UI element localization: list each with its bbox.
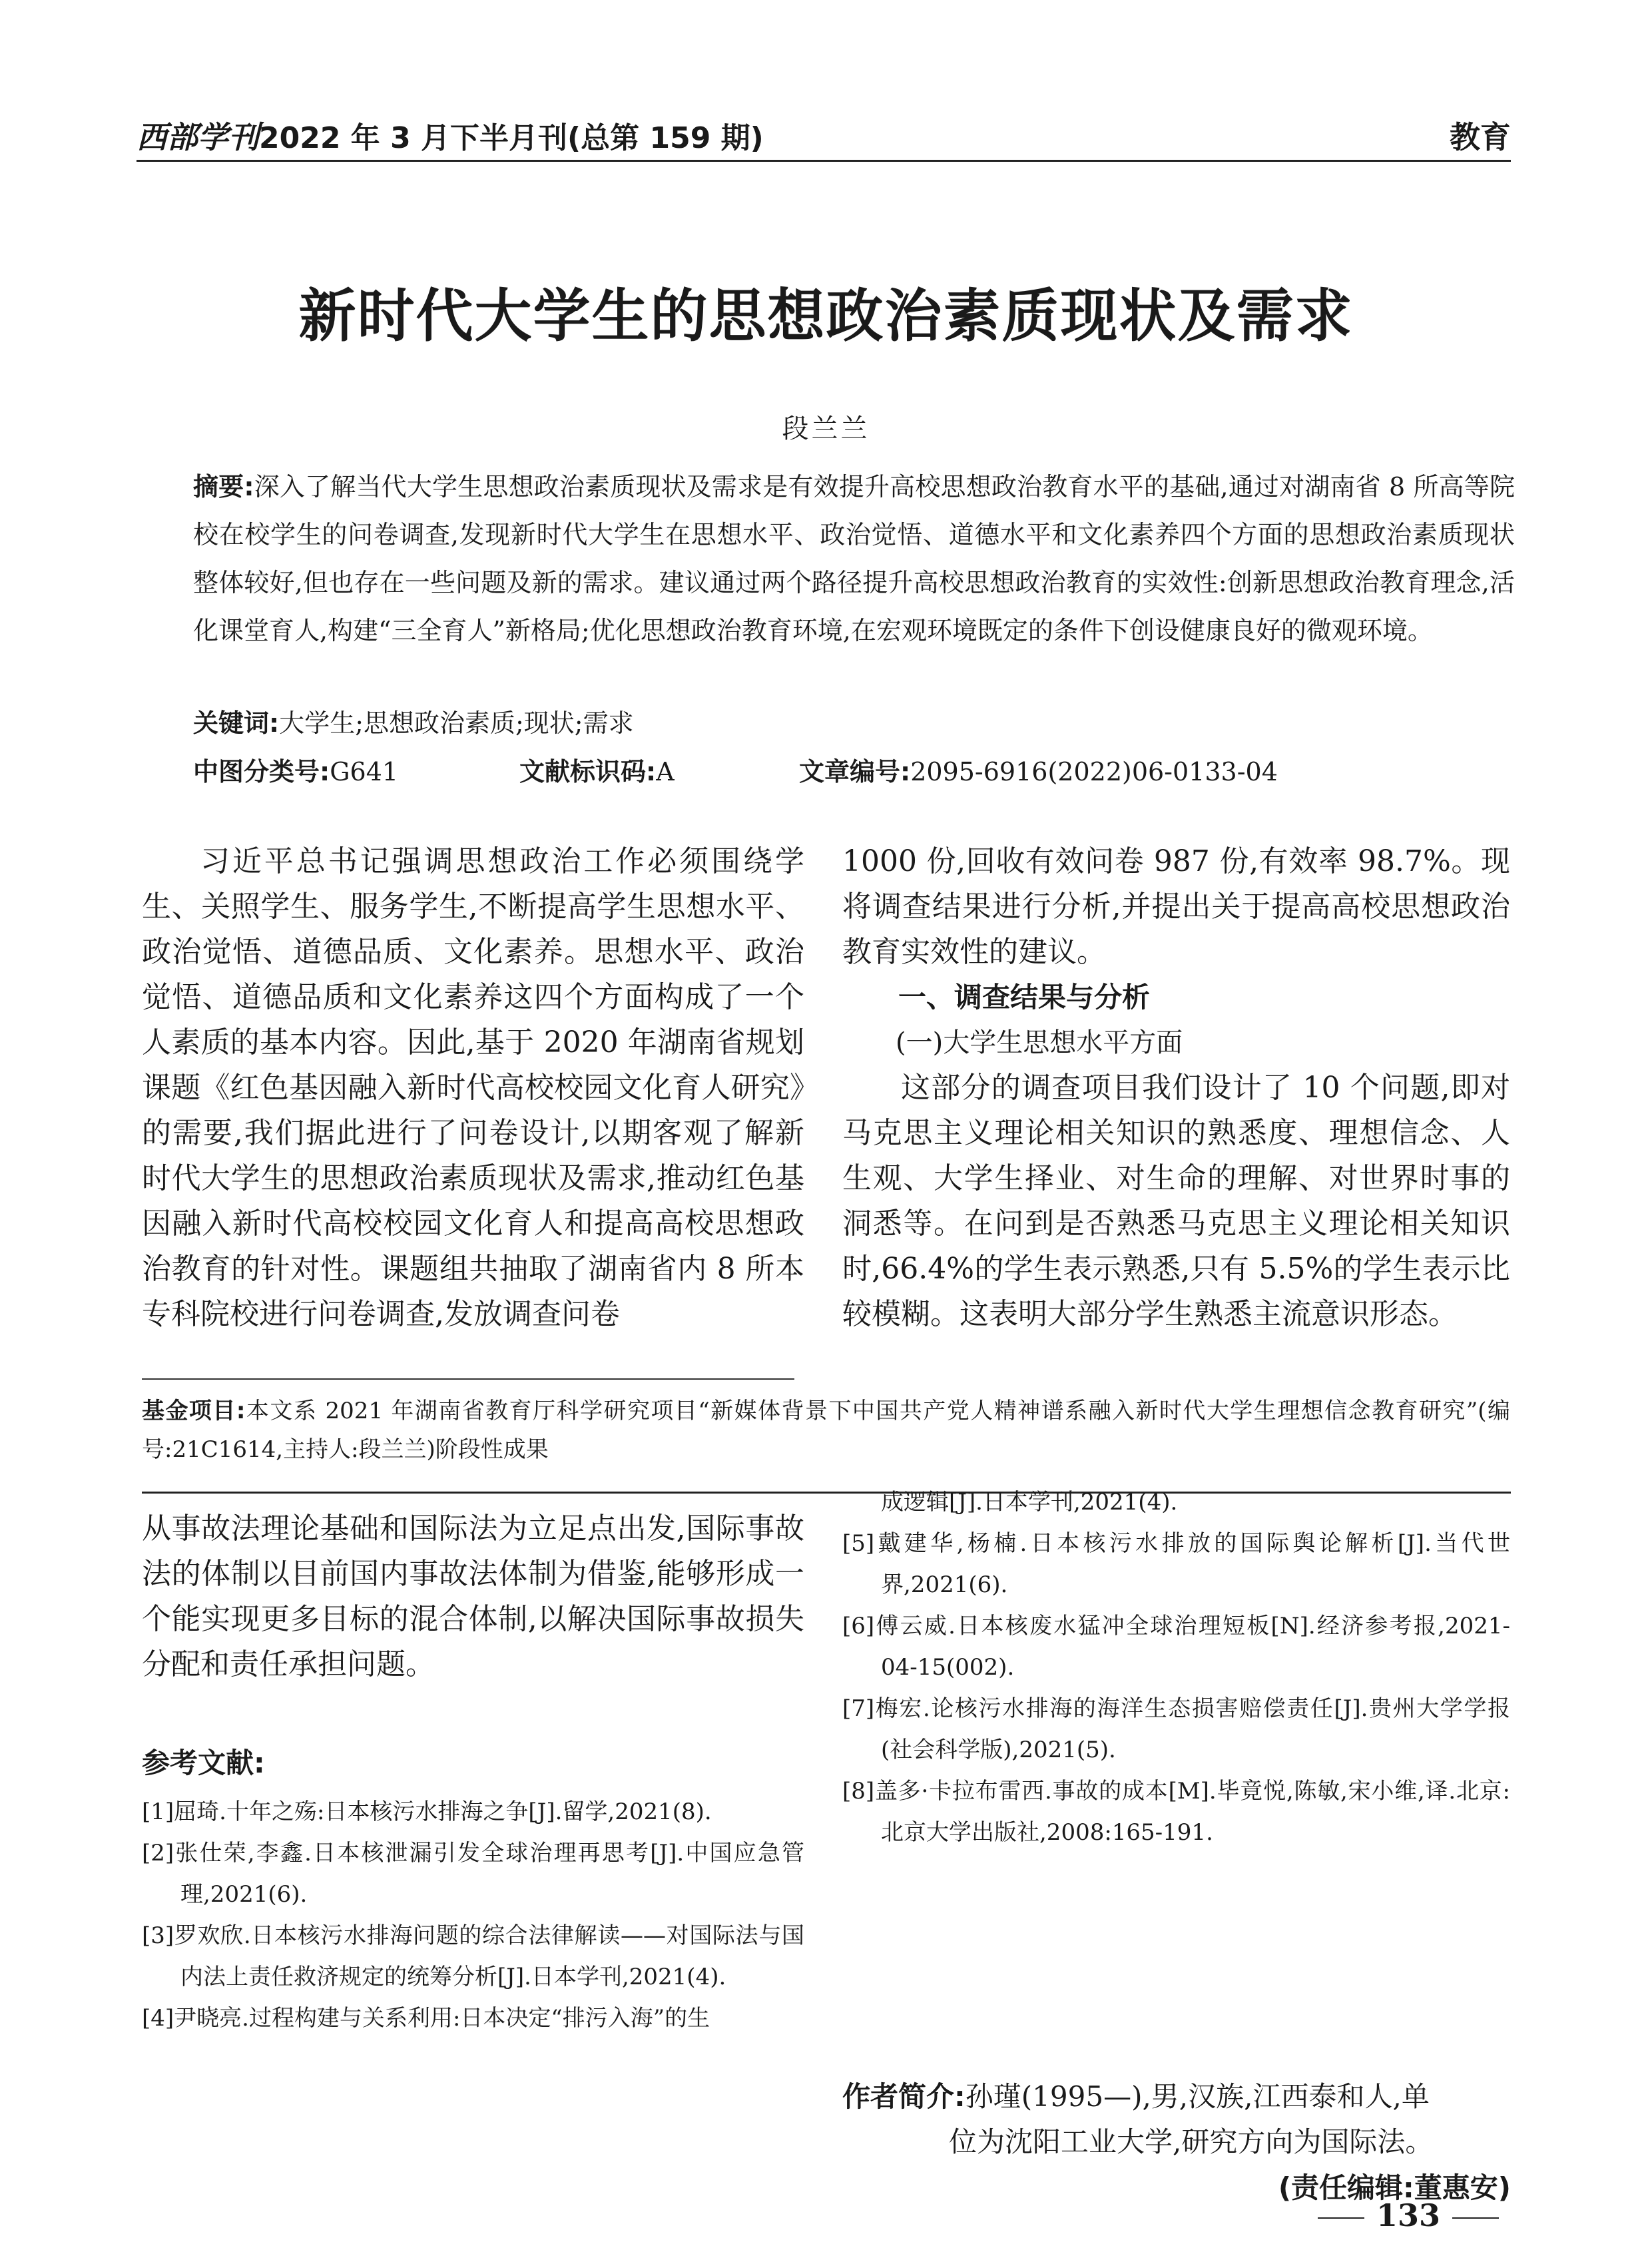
reference-item: [6]傅云威.日本核废水猛冲全球治理短板[N].经济参考报,2021-04-15(002). <box>842 1613 1510 1681</box>
journal-logo: 西部学刊 <box>137 119 259 155</box>
subsection-heading: (一)大学生思想水平方面 <box>896 1027 1183 1058</box>
page-number <box>1306 2197 1511 2233</box>
dash-right <box>1452 2217 1499 2219</box>
body-column-left <box>142 839 804 1337</box>
abstract-label: 摘要: <box>193 472 254 501</box>
responsible-editor: (责任编辑:董惠安) <box>1278 2171 1511 2204</box>
dash-left <box>1318 2217 1364 2219</box>
reference-item: [4]尹晓亮.过程构建与关系利用:日本决定“排污入海”的生 <box>142 2005 710 2032</box>
running-header-journal <box>137 113 764 157</box>
clc-value: G641 <box>330 757 399 786</box>
keywords-text: 大学生;思想政治素质;现状;需求 <box>279 708 634 738</box>
fund-note <box>142 1392 1510 1469</box>
article-no-value: 2095-6916(2022)06-0133-04 <box>910 757 1278 786</box>
article-title: 新时代大学生的思想政治素质现状及需求 <box>298 283 1354 350</box>
article-number <box>799 751 1278 788</box>
body-paragraph: 1000 份,回收有效问卷 987 份,有效率 98.7%。现将调查结果进行分析,并提出关于提高高校思想政治教育实效性的建议。 <box>842 844 1510 969</box>
references-left <box>142 1791 804 2039</box>
reference-item: [7]梅宏.论核污水排海的海洋生态损害赔偿责任[J].贵州大学学报(社会科学版),2021(5). <box>842 1695 1510 1763</box>
issue-info: 2022 年 3 月下半月刊(总第 159 期) <box>259 121 764 155</box>
header-rule <box>137 160 1511 162</box>
fund-text: 本文系 2021 年湖南省教育厅科学研究项目“新媒体背景下中国共产党人精神谱系融入新时代大学生理想信念教育研究”(编号:21C1614,主持人:段兰兰)阶段性成果 <box>142 1398 1510 1463</box>
bio-line: 孙瑾(1995—),男,汉族,江西泰和人,单 <box>965 2080 1430 2113</box>
references-right <box>842 1482 1510 1853</box>
body-paragraph: 这部分的调查项目我们设计了 10 个问题,即对马克思主义理论相关知识的熟悉度、理想信念、人生观、大学生择业、对生命的理解、对世界时事的洞悉等。在问到是否熟悉马克思主义理论相关知识时,66.4%的学生表示熟悉,只有 5.5%的学生表示比较模糊。这表明大部分学生熟悉主流意识形态。 <box>842 1071 1510 1331</box>
abstract-text: 深入了解当代大学生思想政治素质现状及需求是有效提升高校思想政治教育水平的基础,通过对湖南省 8 所高等院校在校学生的问卷调查,发现新时代大学生在思想水平、政治觉悟、道德水平和文化素养四个方面的思想政治素质现状整体较好,但也存在一些问题及新的需求。建议通过两个路径提升高校思想政治教育的实效性:创新思想政治教育理念,活化课堂育人,构建“三全育人”新格局;优化思想政治教育环境,在宏观环境既定的条件下创设健康良好的微观环境。 <box>193 472 1515 645</box>
fund-label: 基金项目: <box>142 1398 246 1424</box>
reference-item: [3]罗欢欣.日本核污水排海问题的综合法律解读——对国际法与国内法上责任救济规定的统筹分析[J].日本学刊,2021(4). <box>142 1922 804 1990</box>
article-no-label: 文章编号: <box>799 757 911 786</box>
author-bio <box>842 2074 1510 2165</box>
references-title: 参考文献: <box>142 1747 265 1779</box>
footnote-rule <box>142 1378 794 1380</box>
document-code <box>519 751 675 788</box>
abstract <box>193 463 1515 655</box>
keywords-label: 关键词: <box>193 708 280 738</box>
body-paragraph: 习近平总书记强调思想政治工作必须围绕学生、关照学生、服务学生,不断提高学生思想水平、政治觉悟、道德品质、文化素养。思想水平、政治觉悟、道德品质和文化素养这四个方面构成了一个人素质的基本内容。因此,基于 2020 年湖南省规划课题《红色基因融入新时代高校校园文化育人研究》的需要,我们据此进行了问卷设计,以期客观了解新时代大学生的思想政治素质现状及需求,推动红色基因融入新时代高校校园文化育人和提高高校思想政治教育的针对性。课题组共抽取了湖南省内 8 所本专科院校进行问卷调查,发放调查问卷 <box>142 844 804 1331</box>
reference-item: [5]戴建华,杨楠.日本核污水排放的国际舆论解析[J].当代世界,2021(6). <box>842 1530 1510 1598</box>
clc-number <box>193 751 398 788</box>
previous-article-tail: 从事故法理论基础和国际法为立足点出发,国际事故法的体制以目前国内事故法体制为借鉴,能够形成一个能实现更多目标的混合体制,以解决国际事故损失分配和责任承担问题。 <box>142 1512 804 1681</box>
article-author: 段兰兰 <box>782 414 870 444</box>
bio-line: 位为沈阳工业大学,研究方向为国际法。 <box>949 2125 1434 2158</box>
reference-item: [2]张仕荣,李鑫.日本核泄漏引发全球治理再思考[J].中国应急管理,2021(6). <box>142 1840 804 1908</box>
doc-code-label: 文献标识码: <box>519 757 657 786</box>
reference-continuation: 成逻辑[J].日本学刊,2021(4). <box>881 1489 1178 1516</box>
doc-code-value: A <box>656 757 675 786</box>
keywords <box>193 702 634 739</box>
body-column-right <box>842 839 1510 1337</box>
page-number-value: 133 <box>1376 2197 1440 2233</box>
section-label: 教育 <box>1450 119 1511 155</box>
reference-item: [8]盖多·卡拉布雷西.事故的成本[M].毕竟悦,陈敏,宋小维,译.北京:北京大学出版社,2008:165-191. <box>842 1778 1510 1846</box>
bio-label: 作者简介: <box>842 2080 965 2113</box>
section-heading: 一、调查结果与分析 <box>898 981 1151 1013</box>
clc-label: 中图分类号: <box>193 757 330 786</box>
reference-item: [1]屈琦.十年之殇:日本核污水排海之争[J].留学,2021(8). <box>142 1799 712 1825</box>
